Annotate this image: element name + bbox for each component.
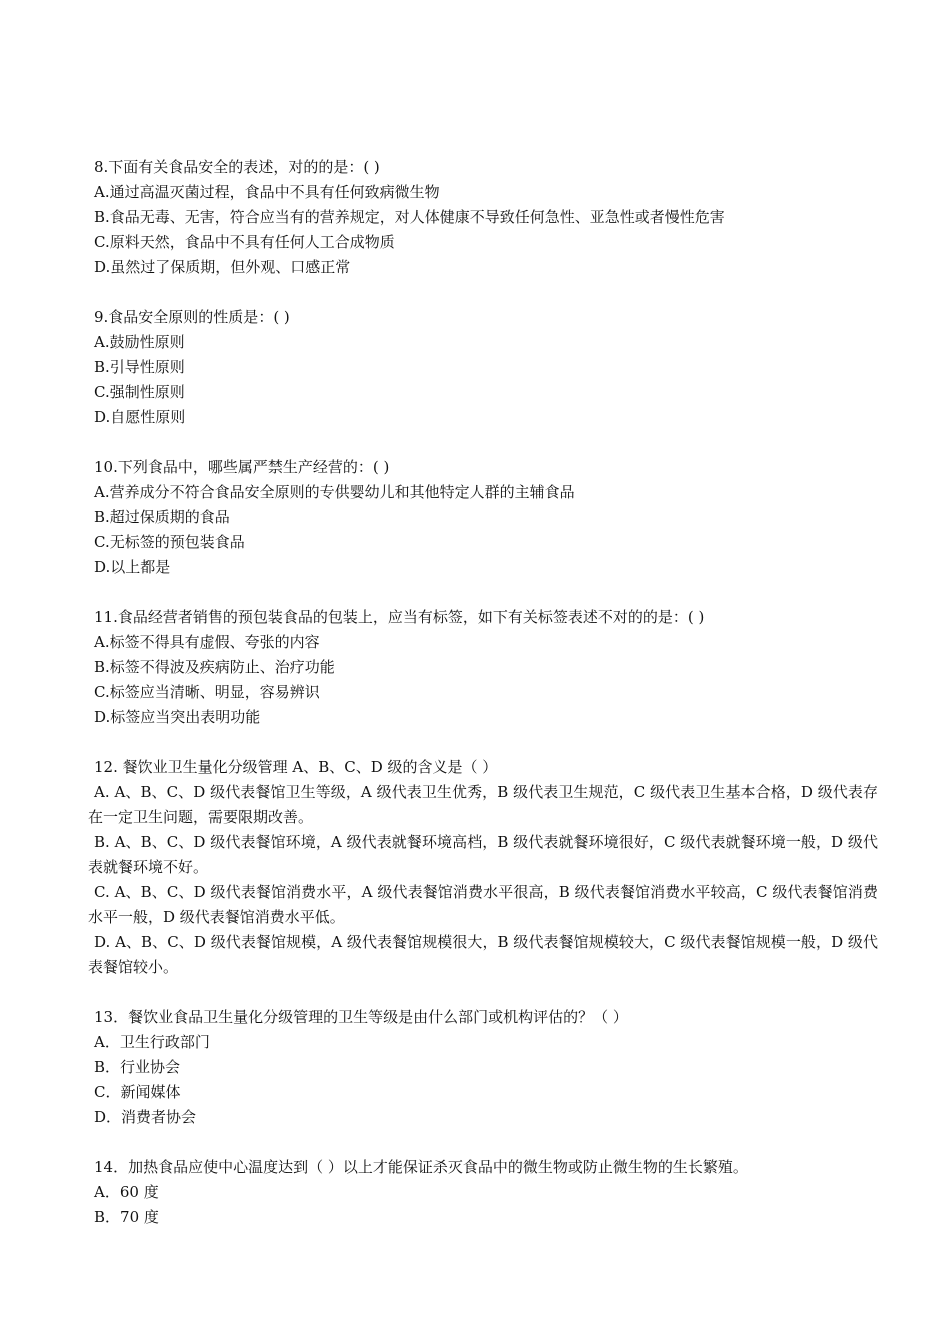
option-a: A.营养成分不符合食品安全原则的专供婴幼儿和其他特定人群的主辅食品 xyxy=(94,483,575,501)
question-stem: 13．餐饮业食品卫生量化分级管理的卫生等级是由什么部门或机构评估的？（ ） xyxy=(94,1008,628,1026)
question-stem: 14．加热食品应使中心温度达到（ ）以上才能保证杀灭食品中的微生物或防止微生物的生长繁殖。 xyxy=(94,1158,748,1176)
option-a: A.标签不得具有虚假、夸张的内容 xyxy=(94,633,320,651)
option-c: C.强制性原则 xyxy=(94,383,185,401)
option-b: B．70 度 xyxy=(94,1208,159,1226)
option-b: B. A、B、C、D 级代表餐馆环境，A 级代表就餐环境高档，B 级代表就餐环境很好，C 级代表就餐环境一般，D 级代表就餐环境不好。 xyxy=(88,833,878,876)
question-stem: 10.下列食品中，哪些属严禁生产经营的：( ) xyxy=(94,458,390,476)
option-c: C.标签应当清晰、明显，容易辨识 xyxy=(94,683,320,701)
question-stem: 11.食品经营者销售的预包装食品的包装上，应当有标签，如下有关标签表述不对的的是：( ) xyxy=(94,608,705,626)
option-d: D.标签应当突出表明功能 xyxy=(94,708,261,726)
option-d: D.自愿性原则 xyxy=(94,408,186,426)
question-12 xyxy=(88,755,878,980)
option-b: B．行业协会 xyxy=(94,1058,181,1076)
option-c: C.原料天然，食品中不具有任何人工合成物质 xyxy=(94,233,395,251)
question-10 xyxy=(88,455,878,580)
option-a: A．卫生行政部门 xyxy=(94,1033,210,1051)
option-d: D.虽然过了保质期，但外观、口感正常 xyxy=(94,258,351,276)
option-c: C. A、B、C、D 级代表餐馆消费水平，A 级代表餐馆消费水平很高，B 级代表餐馆消费水平较高，C 级代表餐馆消费水平一般，D 级代表餐馆消费水平低。 xyxy=(88,883,878,926)
document-page xyxy=(88,155,878,1255)
question-stem: 9.食品安全原则的性质是：( ) xyxy=(94,308,290,326)
option-d: D．消费者协会 xyxy=(94,1108,197,1126)
question-11 xyxy=(88,605,878,730)
option-b: B.食品无毒、无害，符合应当有的营养规定，对人体健康不导致任何急性、亚急性或者慢性危害 xyxy=(94,208,725,226)
question-8 xyxy=(88,155,878,280)
question-stem: 8.下面有关食品安全的表述，对的的是：( ) xyxy=(94,158,380,176)
option-b: B.标签不得波及疾病防止、治疗功能 xyxy=(94,658,335,676)
option-b: B.超过保质期的食品 xyxy=(94,508,230,526)
option-d: D.以上都是 xyxy=(94,558,171,576)
question-9 xyxy=(88,305,878,430)
option-c: C．新闻媒体 xyxy=(94,1083,181,1101)
option-d: D. A、B、C、D 级代表餐馆规模，A 级代表餐馆规模很大，B 级代表餐馆规模较大，C 级代表餐馆规模一般，D 级代表餐馆较小。 xyxy=(88,933,878,976)
option-a: A．60 度 xyxy=(94,1183,159,1201)
option-b: B.引导性原则 xyxy=(94,358,185,376)
question-13 xyxy=(88,1005,878,1130)
question-14 xyxy=(88,1155,878,1230)
option-a: A.鼓励性原则 xyxy=(94,333,185,351)
option-a: A. A、B、C、D 级代表餐馆卫生等级，A 级代表卫生优秀，B 级代表卫生规范，C 级代表卫生基本合格，D 级代表存在一定卫生问题，需要限期改善。 xyxy=(88,783,878,826)
option-c: C.无标签的预包装食品 xyxy=(94,533,245,551)
question-stem: 12. 餐饮业卫生量化分级管理 A、B、C、D 级的含义是（ ） xyxy=(94,758,498,776)
option-a: A.通过高温灭菌过程，食品中不具有任何致病微生物 xyxy=(94,183,440,201)
